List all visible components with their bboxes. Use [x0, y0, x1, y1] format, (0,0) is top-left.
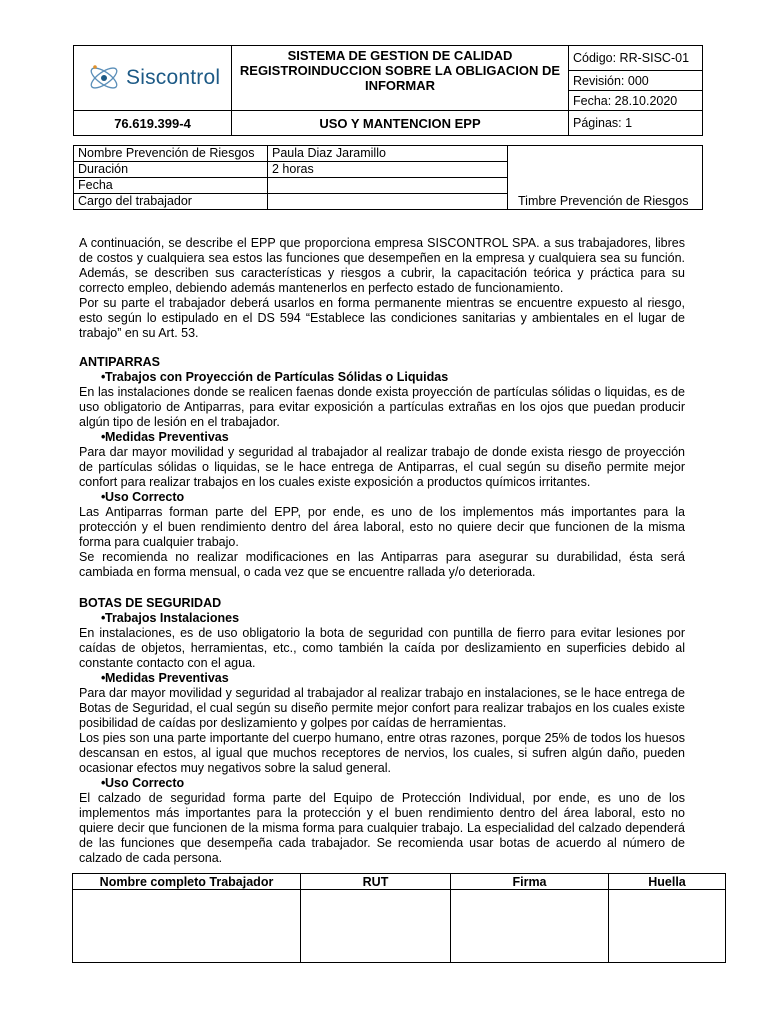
- column-header: RUT: [301, 874, 451, 890]
- subsection-heading: • Uso Correcto: [79, 490, 685, 505]
- doc-revision: Revisión: 000: [569, 71, 703, 91]
- info-label: Fecha: [74, 178, 268, 194]
- doc-code: Código: RR-SISC-01: [569, 46, 703, 71]
- info-value: 2 horas: [268, 162, 508, 178]
- info-label: Duración: [74, 162, 268, 178]
- subsection-heading: • Medidas Preventivas: [79, 671, 685, 686]
- subsection-heading: • Uso Correcto: [79, 776, 685, 791]
- section-title: BOTAS DE SEGURIDAD: [79, 596, 222, 610]
- company-rut: 76.619.399-4: [74, 111, 232, 136]
- paragraph: Para dar mayor movilidad y seguridad al trabajador al realizar trabajo de donde exista riesgo de proyección de partículas sólidas o liquidas, se le hace entrega de Antiparras, el cual según su diseño permite mejor confort para realizar trabajos en los cuales existe exposición a productos químicos irritantes.: [79, 445, 685, 489]
- paragraph: En instalaciones, es de uso obligatorio la bota de seguridad con puntilla de fierro para evitar lesiones por caídas de objetos, herramientas, etc., como también la caída por deslizamiento en superficies debido al constante contacto con el agua.: [79, 626, 685, 670]
- doc-date: Fecha: 28.10.2020: [569, 91, 703, 111]
- paragraph: El calzado de seguridad forma parte del Equipo de Protección Individual, por ende, es uno de los implementos más importantes para la protección y el buen rendimiento dentro del área laboral, esto no quiere decir que funcionen de la misma forma para cualquier trabajo. La especialidad del calzado dependerá de las funciones que desempeña cada trabajador. Se recomienda usar botas de acuerdo al número de calzado de cada persona.: [79, 791, 685, 865]
- info-value: Paula Diaz Jaramillo: [268, 146, 508, 162]
- info-value: [268, 178, 508, 194]
- column-header: Nombre completo Trabajador: [73, 874, 301, 890]
- intro-paragraph: Por su parte el trabajador deberá usarlos en forma permanente mientras se encuentre expuesto al riesgo, esto según lo estipulado en el DS 594 “Establece las condiciones sanitarias y ambientales en el lugar de trabajo” en su Art. 53.: [79, 296, 685, 340]
- worker-signature-cell[interactable]: [451, 890, 609, 963]
- paragraph: En las instalaciones donde se realicen faenas donde exista proyección de partículas sólidas o liquidas, es de uso obligatorio de Antiparras, para evitar exposición a partículas extrañas en los ojos que puedan producir algún tipo de lesión en el trabajador.: [79, 385, 685, 429]
- paragraph: Para dar mayor movilidad y seguridad al trabajador al realizar trabajo en instalaciones, se le hace entrega de Botas de Seguridad, el cual según su diseño permite mejor confort para realizar trabajos en los cuales existe posibilidad de caídas por deslizamiento y golpes por caídas de herramientas.: [79, 686, 685, 730]
- info-label: Cargo del trabajador: [74, 194, 268, 210]
- column-header: Huella: [609, 874, 726, 890]
- subsection-heading: • Trabajos Instalaciones: [79, 611, 685, 626]
- document-header-table: [73, 45, 703, 136]
- siscontrol-logo-icon: [86, 60, 122, 96]
- info-value: [268, 194, 508, 210]
- section-title: ANTIPARRAS: [79, 355, 161, 369]
- subsection-heading: • Medidas Preventivas: [79, 430, 685, 445]
- worker-rut-cell[interactable]: [301, 890, 451, 963]
- worker-fingerprint-cell[interactable]: [609, 890, 726, 963]
- intro-paragraph: A continuación, se describe el EPP que proporciona empresa SISCONTROL SPA. a sus trabajadores, libres de costos y cualquiera sea estos las funciones que desempeñen en la empresa y cualquiera sea su función. Además, se describen sus características y riesgos a cubrir, la capacitación teórica y práctica para su correcto empleo, debiendo además mantenerlos en perfecto estado de funcionamiento.: [79, 236, 685, 295]
- paragraph: Se recomienda no realizar modificaciones en las Antiparras para asegurar su durabilidad, ésta será cambiada en forma mensual, o cada vez que se encuentre rallada y/o deteriorada.: [79, 550, 685, 579]
- document-title: SISTEMA DE GESTION DE CALIDAD REGISTROINDUCCION SOBRE LA OBLIGACION DE INFORMAR: [232, 46, 569, 111]
- column-header: Firma: [451, 874, 609, 890]
- signature-table: [72, 873, 726, 963]
- doc-pages: Páginas: 1: [569, 111, 703, 136]
- company-logo: [74, 49, 231, 108]
- company-name: Siscontrol: [126, 66, 221, 89]
- document-subtitle: USO Y MANTENCION EPP: [232, 111, 569, 136]
- paragraph: Las Antiparras forman parte del EPP, por ende, es uno de los implementos más importantes para la protección y el buen rendimiento dentro del área laboral, esto no quiere decir que funcionen de la misma forma para cualquier trabajo.: [79, 505, 685, 549]
- stamp-box: Timbre Prevención de Riesgos: [508, 146, 703, 210]
- info-label: Nombre Prevención de Riesgos: [74, 146, 268, 162]
- training-info-table: [73, 145, 703, 210]
- paragraph: Los pies son una parte importante del cuerpo humano, entre otras razones, porque 25% de todos los huesos descansan en estos, al igual que muchos receptores de nervios, los cuales, si sufren algún daño, pueden ocasionar efectos muy negativos sobre la salud general.: [79, 731, 685, 775]
- subsection-heading: • Trabajos con Proyección de Partículas Sólidas o Liquidas: [79, 370, 685, 385]
- worker-name-cell[interactable]: [73, 890, 301, 963]
- logo-cell: [74, 46, 232, 111]
- document-body: [79, 236, 685, 866]
